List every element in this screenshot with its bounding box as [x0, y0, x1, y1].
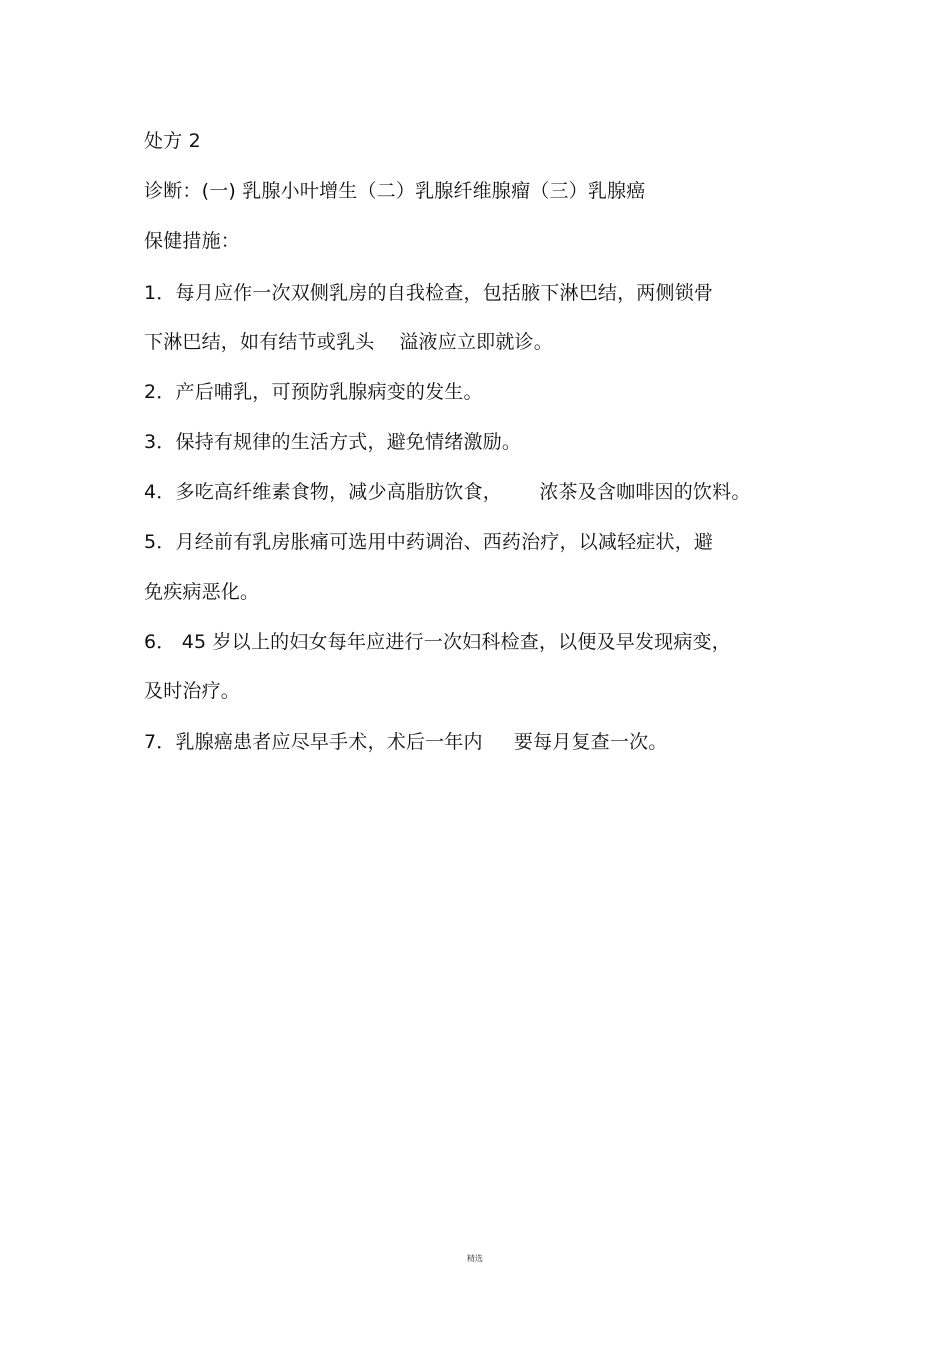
measures-heading: 保健措施： [144, 230, 241, 252]
measure-line: 7．乳腺癌患者应尽早手术，术后一年内 要每月复查一次。 [144, 731, 668, 753]
measure-line: 下淋巴结，如有结节或乳头 溢液应立即就诊。 [144, 331, 553, 353]
measure-line: 2．产后哺乳，可预防乳腺病变的发生。 [144, 381, 483, 403]
measure-line: 及时治疗。 [144, 680, 241, 702]
measure-line: 3．保持有规律的生活方式，避免情绪激励。 [144, 431, 522, 453]
measure-line: 免疾病恶化。 [144, 581, 260, 603]
diagnosis-line: 诊断：(一) 乳腺小叶增生（二）乳腺纤维腺瘤（三）乳腺癌 [144, 180, 646, 202]
measure-line: 6． 45 岁以上的妇女每年应进行一次妇科检查，以便及早发现病变， [144, 631, 731, 653]
measure-line: 5．月经前有乳房胀痛可选用中药调治、西药治疗，以减轻症状，避 [144, 531, 714, 553]
measure-line: 1．每月应作一次双侧乳房的自我检查，包括腋下淋巴结，两侧锁骨 [144, 282, 714, 304]
prescription-title: 处方 2 [144, 130, 201, 152]
page-footer: 精选 [467, 1254, 483, 1263]
measure-line: 4．多吃高纤维素食物，减少高脂肪饮食， 浓茶及含咖啡因的饮料。 [144, 481, 751, 503]
